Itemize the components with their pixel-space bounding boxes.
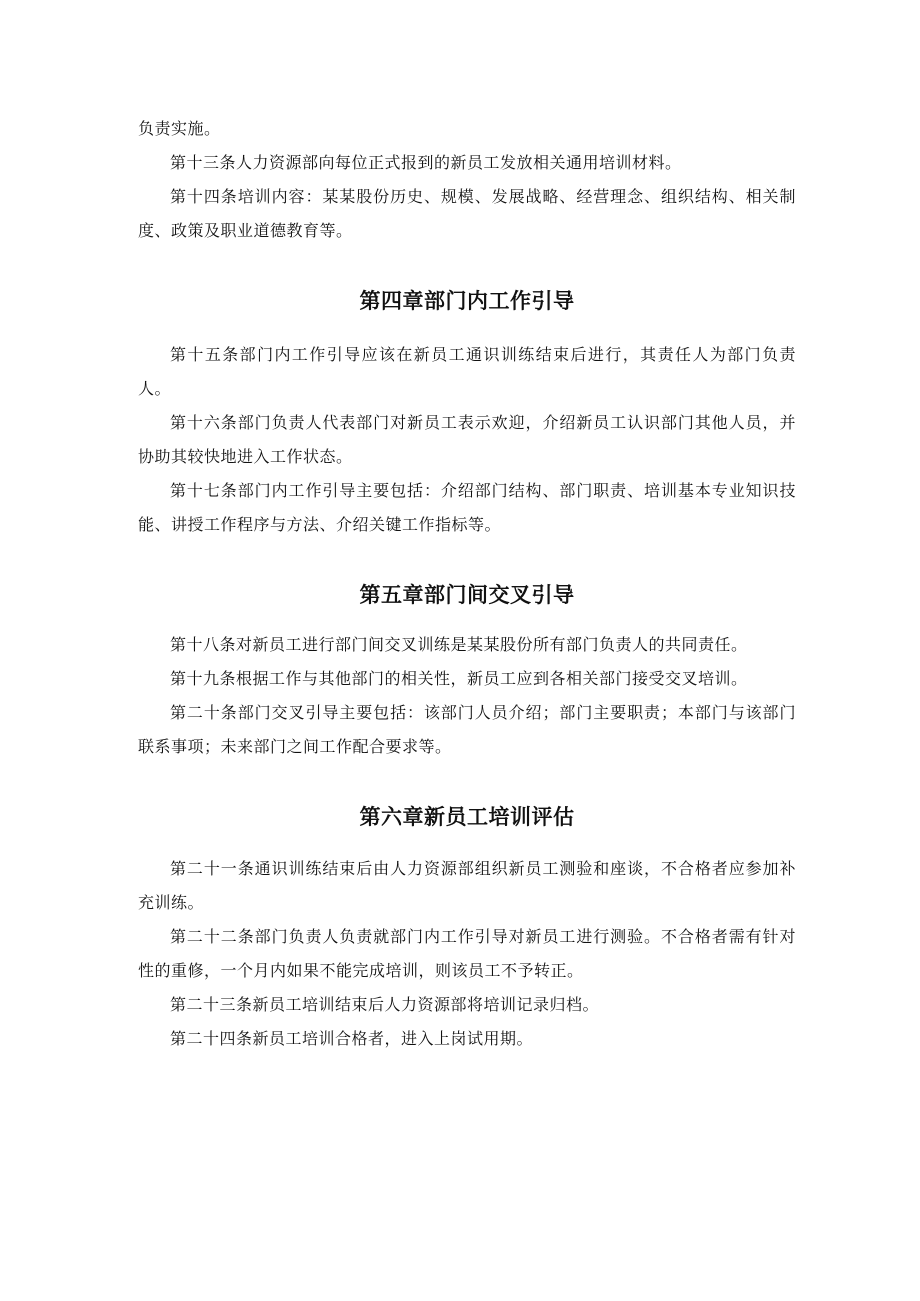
article-16: 第十六条部门负责人代表部门对新员工表示欢迎，介绍新员工认识部门其他人员，并协助其较快地进入工作状态。 bbox=[138, 413, 796, 466]
paragraph-continuation: 负责实施。 bbox=[138, 119, 221, 138]
article-23: 第二十三条新员工培训结束后人力资源部将培训记录归档。 bbox=[170, 995, 600, 1014]
article-18: 第十八条对新员工进行部门间交叉训练是某某股份所有部门负责人的共同责任。 bbox=[170, 635, 748, 654]
article-17: 第十七条部门内工作引导主要包括：介绍部门结构、部门职责、培训基本专业知识技能、讲授工作程序与方法、介绍关键工作指标等。 bbox=[138, 481, 796, 534]
article-15: 第十五条部门内工作引导应该在新员工通识训练结束后进行，其责任人为部门负责人。 bbox=[138, 345, 796, 398]
chapter-6-title: 第六章新员工培训评估 bbox=[359, 804, 575, 829]
article-13: 第十三条人力资源部向每位正式报到的新员工发放相关通用培训材料。 bbox=[170, 153, 682, 172]
article-14: 第十四条培训内容：某某股份历史、规模、发展战略、经营理念、组织结构、相关制度、政策及职业道德教育等。 bbox=[138, 187, 796, 240]
article-22: 第二十二条部门负责人负责就部门内工作引导对新员工进行测验。不合格者需有针对性的重修，一个月内如果不能完成培训，则该员工不予转正。 bbox=[138, 927, 796, 980]
chapter-4-title: 第四章部门内工作引导 bbox=[359, 288, 575, 313]
chapter-5-title: 第五章部门间交叉引导 bbox=[359, 582, 575, 607]
document-body bbox=[138, 112, 796, 1056]
article-24: 第二十四条新员工培训合格者，进入上岗试用期。 bbox=[170, 1029, 534, 1048]
article-21: 第二十一条通识训练结束后由人力资源部组织新员工测验和座谈，不合格者应参加补充训练。 bbox=[138, 859, 796, 912]
article-20: 第二十条部门交叉引导主要包括：该部门人员介绍；部门主要职责；本部门与该部门联系事项；未来部门之间工作配合要求等。 bbox=[138, 703, 796, 756]
article-19: 第十九条根据工作与其他部门的相关性，新员工应到各相关部门接受交叉培训。 bbox=[170, 669, 748, 688]
